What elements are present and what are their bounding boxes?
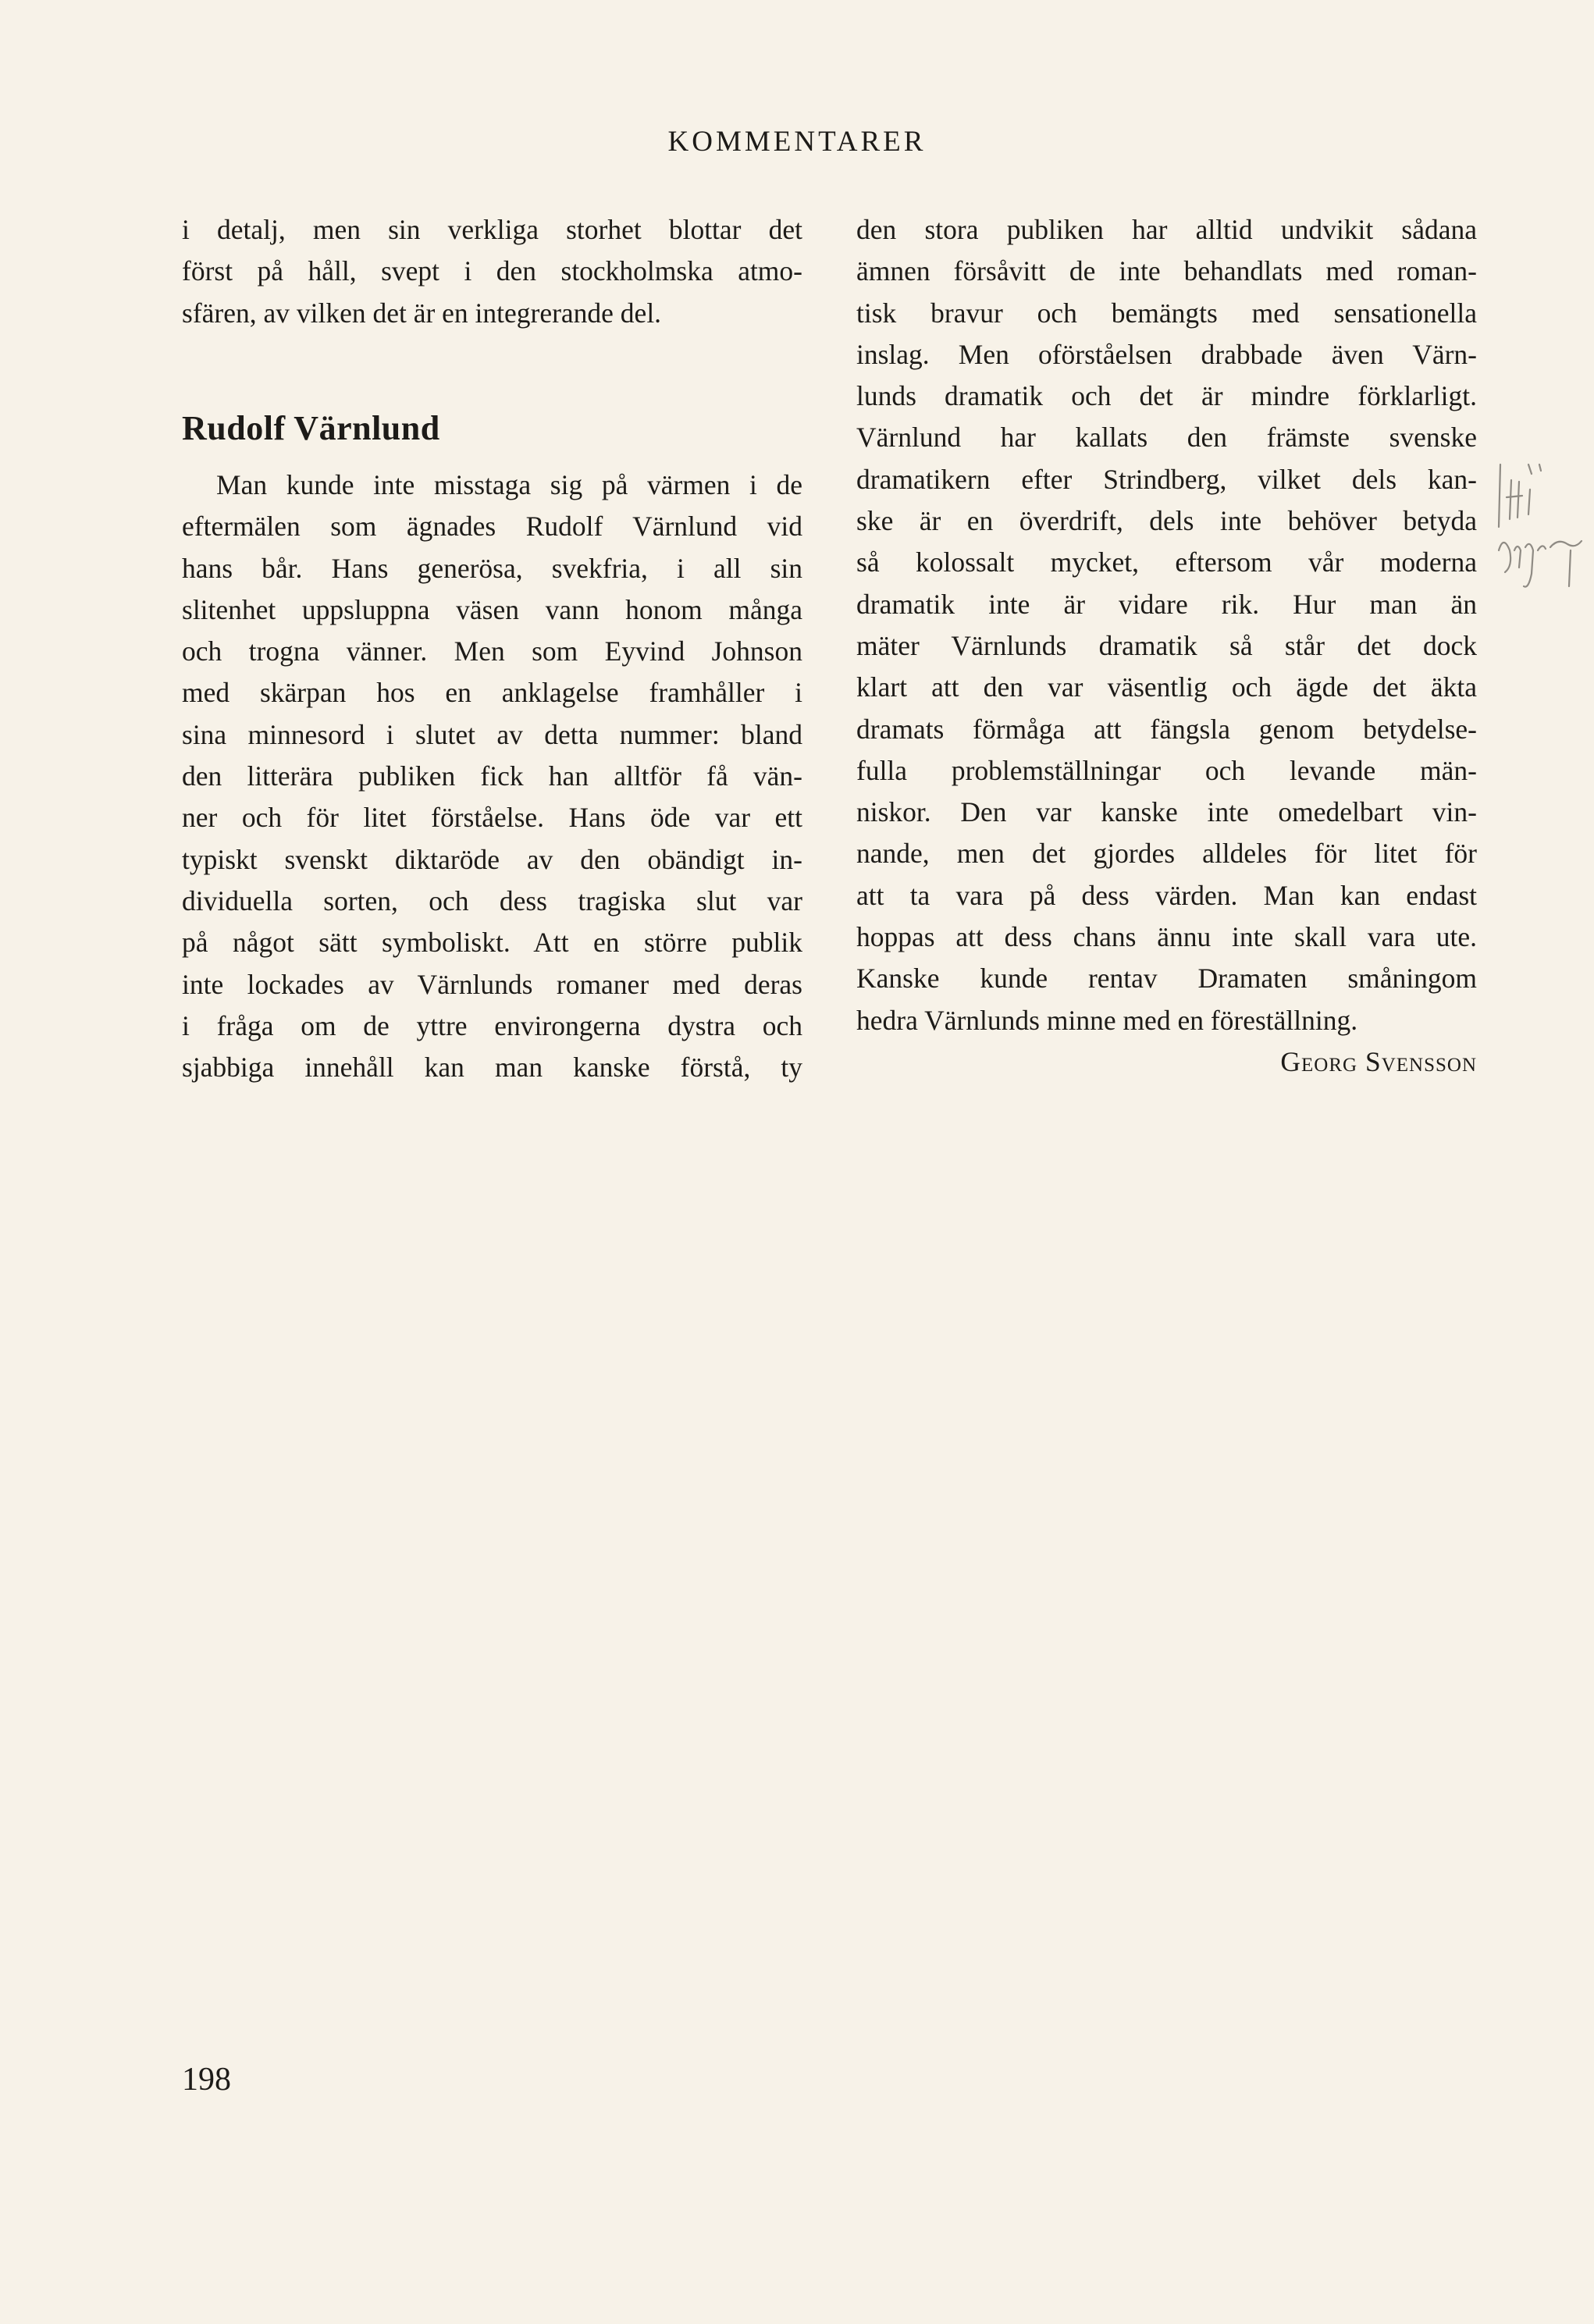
text-line: hoppas att dess chans ännu inte skall vara ute. (856, 921, 1477, 953)
text-line: sfären, av vilken det är en integrerande del. (182, 297, 662, 329)
text-line: hans bår. Hans generösa, svekfria, i all sin (182, 552, 802, 584)
text-line: dramats förmåga att fängsla genom betydelse- (856, 713, 1477, 745)
text-line: typiskt svenskt diktaröde av den obändigt in- (182, 843, 802, 875)
text-line: i detalj, men sin verkliga storhet blottar det (182, 214, 802, 245)
text-line: att ta vara på dess värden. Man kan endast (856, 879, 1477, 911)
text-line: sjabbiga innehåll kan man kanske förstå, ty (182, 1052, 802, 1084)
text-line: så kolossalt mycket, eftersom vår moderna (856, 546, 1477, 578)
text-line: dramatikern efter Strindberg, vilket dels kan- (856, 463, 1477, 495)
text-line: med skärpan hos en anklagelse framhåller i (182, 677, 802, 709)
text-line: i fråga om de yttre environgerna dystra och (182, 1009, 802, 1041)
text-line: eftermälen som ägnades Rudolf Värnlund vid (182, 511, 802, 543)
text-line: dramatik inte är vidare rik. Hur man än (856, 588, 1477, 620)
author-signature: Georg Svensson (1280, 1045, 1477, 1077)
text-line: den litterära publiken fick han alltför få vän- (182, 760, 802, 792)
text-line: inslag. Men oförståelsen drabbade även Värn- (856, 338, 1477, 370)
text-line: först på håll, svept i den stockholmska atmo- (182, 255, 802, 287)
text-line: inte lockades av Värnlunds romaner med deras (182, 968, 802, 1000)
page-number: 198 (182, 2062, 231, 2098)
text-line: tisk bravur och bemängts med sensationella (856, 297, 1477, 329)
text-line: ämnen försåvitt de inte behandlats med roman- (856, 255, 1477, 287)
text-line: ner och för litet förståelse. Hans öde var ett (182, 802, 802, 834)
text-line: slitenhet uppsluppna väsen vann honom många (182, 593, 802, 625)
left-column-opening (182, 209, 802, 334)
text-line: hedra Värnlunds minne med en föreställning. (856, 1004, 1358, 1036)
right-column (856, 209, 1477, 1083)
running-title: KOMMENTARER (667, 126, 927, 158)
text-line: Värnlund har kallats den främste svenske (856, 422, 1477, 454)
text-line: den stora publiken har alltid undvikit sådana (856, 214, 1477, 245)
text-line: nande, men det gjordes alldeles för litet för (856, 838, 1477, 870)
text-line: ske är en överdrift, dels inte behöver betyda (856, 505, 1477, 537)
text-line: och trogna vänner. Men som Eyvind Johnson (182, 635, 802, 667)
section-heading: Rudolf Värnlund (182, 409, 440, 447)
text-line: fulla problemställningar och levande män- (856, 754, 1477, 786)
text-line: niskor. Den var kanske inte omedelbart vin- (856, 796, 1477, 828)
margin-pencil-mark (1483, 433, 1585, 613)
text-line: Man kunde inte misstaga sig på värmen i de (216, 469, 802, 500)
text-line: Kanske kunde rentav Dramaten småningom (856, 963, 1477, 995)
text-line: sina minnesord i slutet av detta nummer: bland (182, 718, 802, 750)
text-line: mäter Värnlunds dramatik så står det dock (856, 629, 1477, 661)
text-line: dividuella sorten, och dess tragiska slut var (182, 884, 802, 916)
text-line: på något sätt symboliskt. Att en större publik (182, 927, 802, 959)
text-line: lunds dramatik och det är mindre förklarligt. (856, 380, 1477, 412)
left-column-section (182, 464, 802, 1088)
text-line: klart att den var väsentlig och ägde det äkta (856, 671, 1477, 703)
